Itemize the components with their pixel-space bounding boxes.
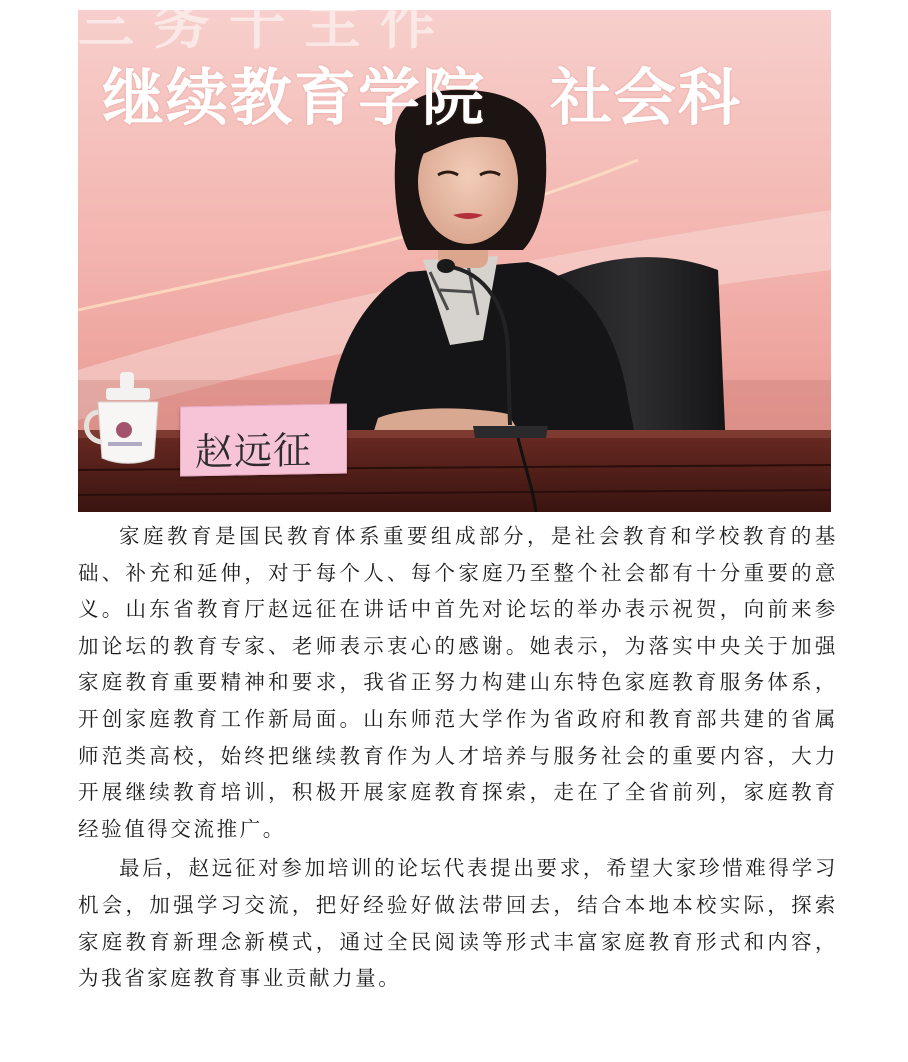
microphone-icon: [437, 259, 455, 273]
nameplate-label: 赵远征: [195, 428, 313, 475]
nameplate: [180, 404, 347, 477]
paragraph: 最后，赵远征对参加培训的论坛代表提出要求，希望大家珍惜难得学习机会，加强学习交流，把好经验好做法带回去，结合本地本校实际，探索家庭教育新理念新模式，通过全民阅读等形式丰富家庭教育形式和内容，为我省家庭教育事业贡献力量。: [78, 856, 838, 991]
banner-text: 继续教育学院 社会科: [102, 61, 743, 134]
banner-partial-text: [78, 10, 831, 20]
article-body: [78, 518, 838, 1000]
paragraph: 家庭教育是国民教育体系重要组成部分，是社会教育和学校教育的基础、补充和延伸，对于每个人、每个家庭乃至整个社会都有十分重要的意义。山东省教育厅赵远征在讲话中首先对论坛的举办表示祝贺，向前来参加论坛的教育专家、老师表示衷心的感谢。她表示，为落实中央关于加强家庭教育重要精神和要求，我省正努力构建山东特色家庭教育服务体系，开创家庭教育工作新局面。山东师范大学作为省政府和教育部共建的省属师范类高校，始终把继续教育作为人才培养与服务社会的重要内容，大力开展继续教育培训，积极开展家庭教育探索，走在了全省前列，家庭教育经验值得交流推广。: [78, 524, 838, 841]
speaker-photo: [78, 10, 831, 512]
